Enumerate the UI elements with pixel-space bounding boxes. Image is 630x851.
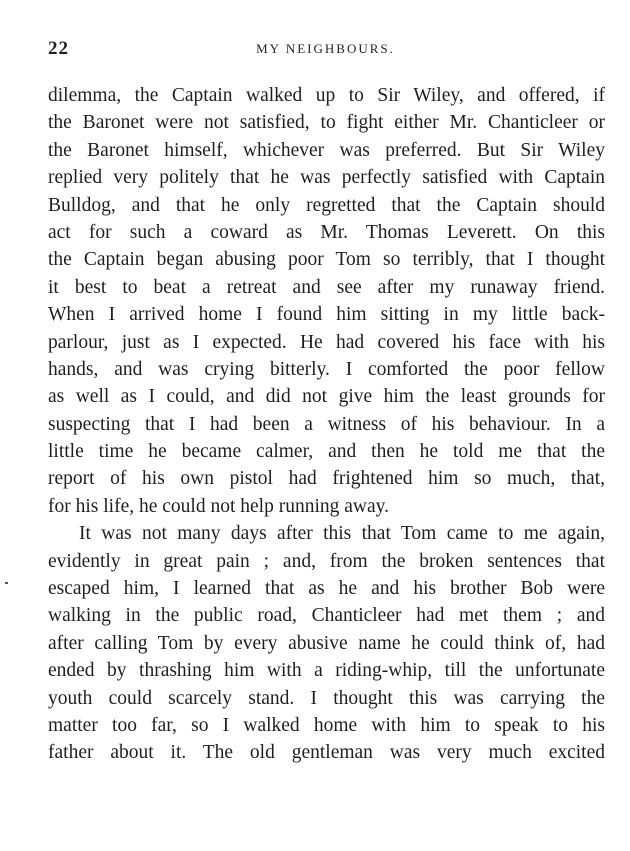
text-line: report of his own pistol had frightened him so much, that, — [48, 468, 605, 490]
text-line: parlour, just as I expected. He had covered his face with his — [48, 331, 605, 353]
text-line: It was not many days after this that Tom came to me again, — [79, 523, 605, 545]
text-line: after calling Tom by every abusive name he could think of, had — [48, 632, 605, 654]
text-line: act for such a coward as Mr. Thomas Leverett. On this — [48, 221, 605, 243]
text-line: father about it. The old gentleman was very much excited — [48, 742, 605, 764]
text-line: as well as I could, and did not give him the least grounds for — [48, 386, 605, 408]
text-line: Bulldog, and that he only regretted that the Captain should — [48, 194, 605, 216]
text-line: escaped him, I learned that as he and his brother Bob were — [48, 578, 605, 600]
text-line: the Captain began abusing poor Tom so terribly, that I thought — [48, 249, 605, 271]
margin-speck — [5, 582, 8, 584]
text-line: walking in the public road, Chanticleer had met them ; and — [48, 605, 605, 627]
text-line: replied very politely that he was perfectly satisfied with Captain — [48, 167, 605, 189]
text-line: for his life, he could not help running away. — [48, 495, 389, 517]
text-line: dilemma, the Captain walked up to Sir Wiley, and offered, if — [48, 85, 605, 106]
text-line: the Baronet himself, whichever was preferred. But Sir Wiley — [48, 139, 605, 161]
text-line: youth could scarcely stand. I thought this was carrying the — [48, 687, 605, 709]
text-line: suspecting that I had been a witness of his behaviour. In a — [48, 413, 605, 435]
running-head: MY NEIGHBOURS. — [256, 41, 395, 56]
page-number: 22 — [48, 38, 69, 59]
text-line: matter too far, so I walked home with him to speak to his — [48, 714, 605, 736]
body-text — [48, 82, 605, 767]
text-line: it best to beat a retreat and see after my runaway friend. — [48, 276, 605, 298]
text-line: the Baronet were not satisfied, to fight either Mr. Chanticleer or — [48, 112, 605, 134]
text-line: little time he became calmer, and then he told me that the — [48, 441, 605, 463]
text-line: evidently in great pain ; and, from the broken sentences that — [48, 550, 605, 572]
text-line: hands, and was crying bitterly. I comforted the poor fellow — [48, 358, 605, 380]
page-header — [48, 38, 603, 62]
text-line: ended by thrashing him with a riding-whip, till the unfortunate — [48, 660, 605, 682]
text-line: When I arrived home I found him sitting in my little back- — [48, 304, 605, 326]
